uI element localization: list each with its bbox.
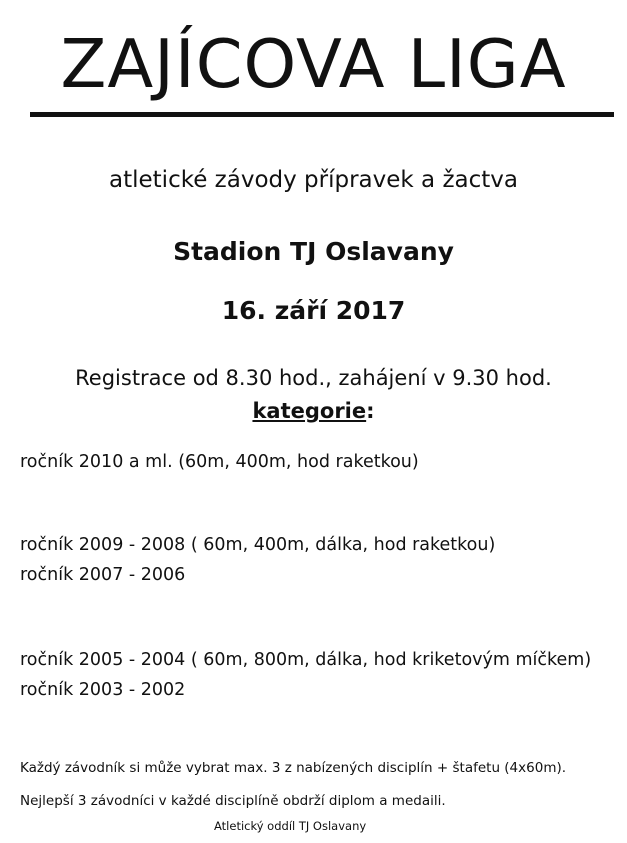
category-item: ročník 2003 - 2002	[20, 680, 186, 700]
organizer-footer: Atletický oddíl TJ Oslavany	[214, 819, 367, 833]
category-item: ročník 2010 a ml. (60m, 400m, hod raketkou)	[20, 452, 419, 472]
category-item: ročník 2005 - 2004 ( 60m, 800m, dálka, hod kriketovým míčkem)	[20, 650, 592, 670]
categories-heading	[0, 397, 627, 425]
category-item: ročník 2007 - 2006	[20, 565, 186, 585]
poster-title: ZAJÍCOVA LIGA	[60, 25, 567, 103]
categories-colon: :	[366, 399, 375, 423]
awards-note: Nejlepší 3 závodníci v každé disciplíně obdrží diplom a medaili.	[20, 793, 446, 809]
registration-info: Registrace od 8.30 hod., zahájení v 9.30 hod.	[75, 366, 552, 390]
title-underline	[30, 112, 614, 117]
categories-label: kategorie	[252, 399, 367, 423]
rules-note: Každý závodník si může vybrat max. 3 z nabízených disciplín + štafetu (4x60m).	[20, 760, 567, 776]
category-item: ročník 2009 - 2008 ( 60m, 400m, dálka, hod raketkou)	[20, 535, 496, 555]
event-venue: Stadion TJ Oslavany	[173, 237, 454, 266]
event-date: 16. září 2017	[221, 296, 406, 325]
event-subtitle: atletické závody přípravek a žactva	[109, 167, 518, 193]
